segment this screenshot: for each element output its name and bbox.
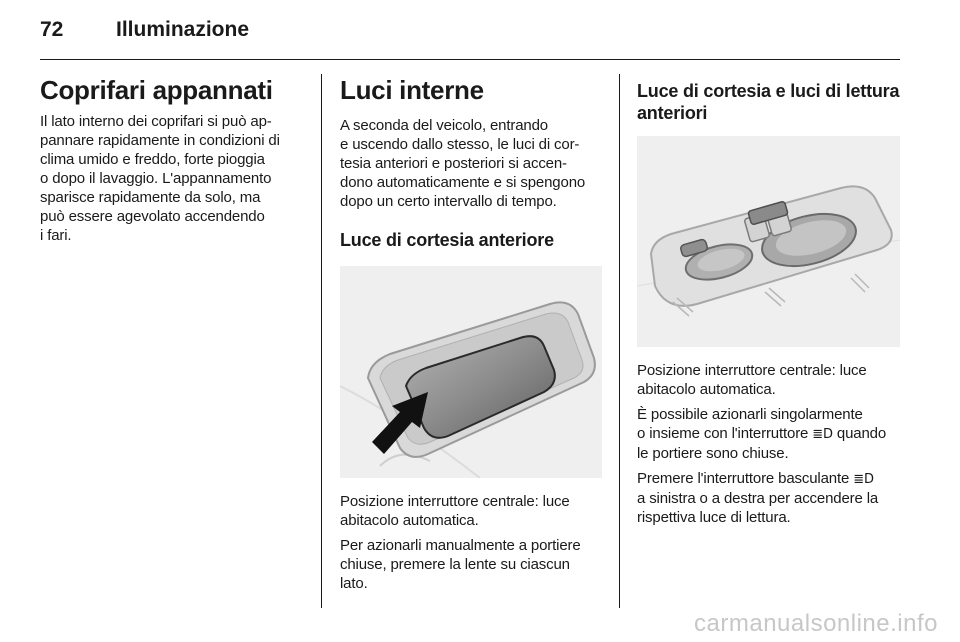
section-title-headlight-fog: Coprifari appannati bbox=[40, 75, 273, 105]
reading-lights-paragraph-3: Premere l'interruttore basculante ≣D a sinistra o a destra per accendere la rispettiva luce di lettura. bbox=[637, 470, 879, 526]
watermark: carmanualsonline.info bbox=[694, 610, 938, 637]
header-divider bbox=[40, 59, 900, 60]
headlight-fog-paragraph: Il lato interno dei coprifari si può ap- pannare rapidamente in condizioni di clima umido e freddo, forte pioggia o dopo il lavaggio. L'appannamento sparisce rapidamente da solo, ma può essere agevolato accendendo i fari. bbox=[40, 113, 280, 244]
chapter-title: Illuminazione bbox=[116, 18, 250, 41]
switch-icon: ≣D bbox=[812, 427, 833, 442]
column-1 bbox=[40, 74, 306, 245]
front-courtesy-caption-2: Per azionarli manualmente a portiere chiuse, premere la lente su ciascun lato. bbox=[340, 537, 581, 592]
page-number: 72 bbox=[40, 18, 64, 41]
column-2 bbox=[340, 74, 604, 593]
front-courtesy-caption-1: Posizione interruttore centrale: luce abitacolo automatica. bbox=[340, 493, 570, 529]
page-header bbox=[40, 18, 920, 48]
column-divider-2 bbox=[619, 74, 620, 608]
switch-icon: ≣D bbox=[853, 472, 874, 487]
subtitle-front-courtesy-light: Luce di cortesia anteriore bbox=[340, 230, 554, 250]
reading-lights-paragraph-2: È possibile azionarli singolarmente o insieme con l'interruttore ≣D quando le portiere sono chiuse. bbox=[637, 406, 887, 462]
front-courtesy-light-illustration bbox=[340, 266, 602, 478]
courtesy-light-drawing bbox=[340, 266, 602, 478]
column-3 bbox=[637, 74, 901, 527]
interior-lights-intro: A seconda del veicolo, entrando e uscendo dallo stesso, le luci di cor- tesia anteriori e posteriori si accen- dono automaticamente e si spengono dopo un certo intervallo di tempo. bbox=[340, 117, 586, 210]
reading-lights-illustration bbox=[637, 136, 900, 347]
section-title-interior-lights: Luci interne bbox=[340, 75, 484, 105]
section-title-reading-lights: Luce di cortesia e luci di lettura anteriori bbox=[637, 81, 900, 123]
reading-lights-drawing bbox=[637, 136, 900, 347]
reading-lights-paragraph-1: Posizione interruttore centrale: luce abitacolo automatica. bbox=[637, 362, 867, 398]
column-divider-1 bbox=[321, 74, 322, 608]
